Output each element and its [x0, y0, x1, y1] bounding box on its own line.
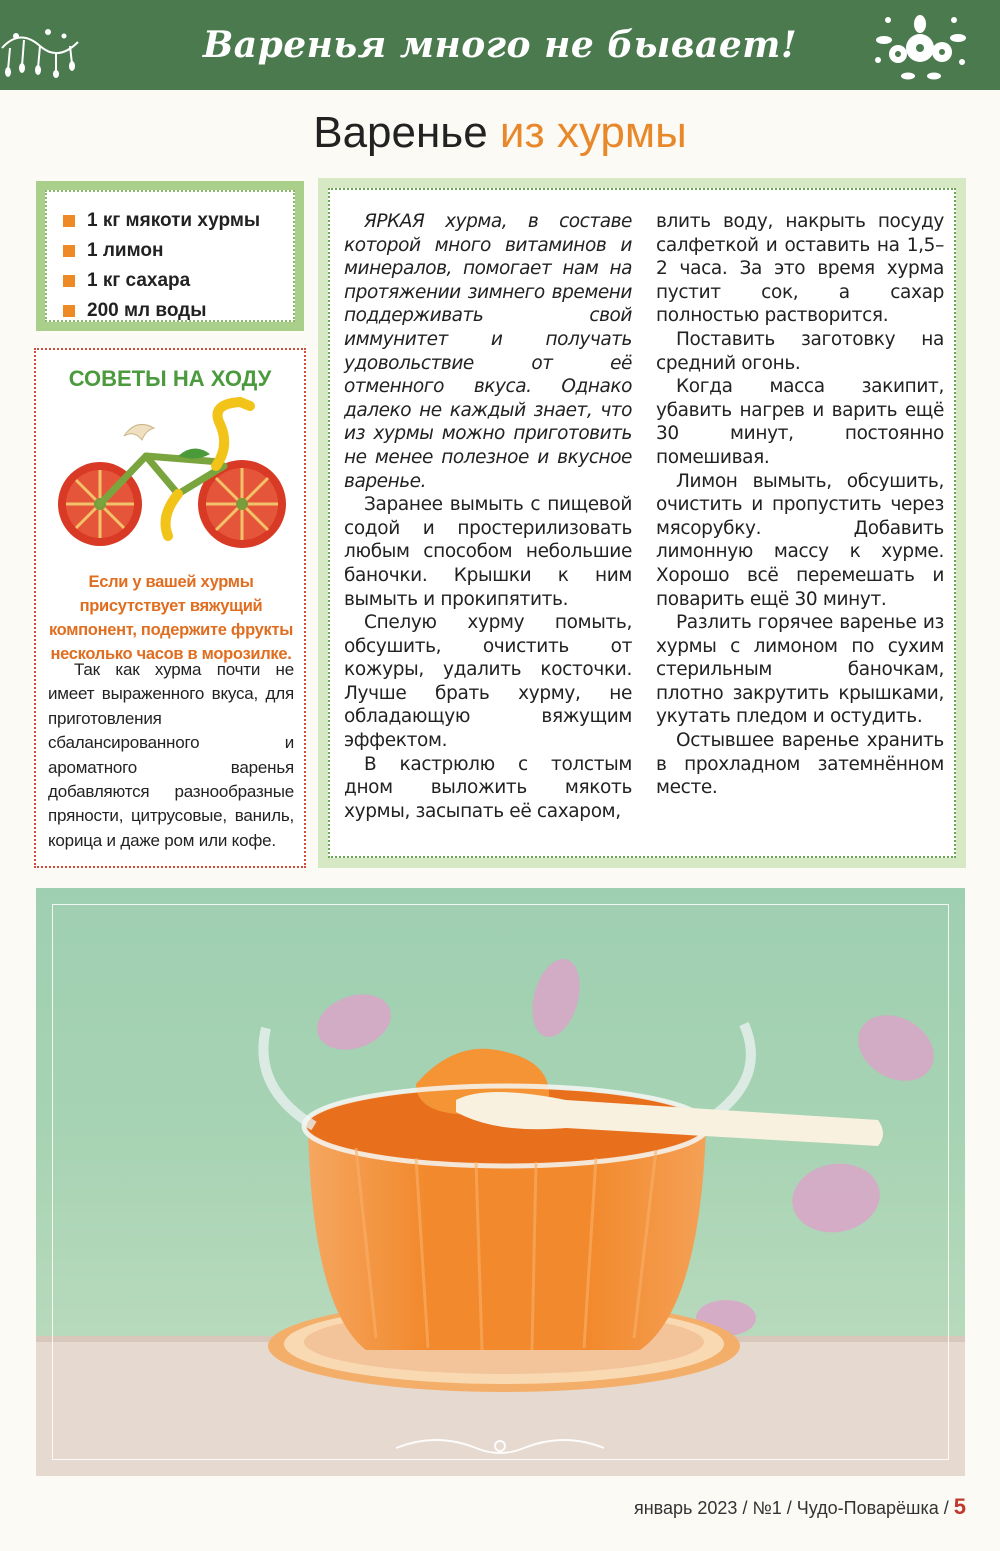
square-bullet-icon — [63, 245, 75, 257]
article-paragraph-continued: влить воду, накрыть посуду салфеткой и оставить на 1,5–2 часа. За это время хурма пустит сок, а сахар полностью растворится. — [656, 211, 944, 327]
recipe-title — [0, 108, 1000, 158]
ingredient-item: 1 лимон — [63, 236, 283, 266]
article-paragraph: Лимон вымыть, обсушить, очистить и пропустить через мясорубку. Добавить лимонную массу к хурме. Хорошо всё перемешать и поварить ещё 30 минут. — [656, 470, 944, 610]
issue-info: январь 2023 / №1 / Чудо-Поварёшка / — [633, 1498, 954, 1518]
ingredients-list — [45, 190, 295, 322]
ingredient-item: 1 кг мякоти хурмы — [63, 206, 283, 236]
article-column-left — [344, 210, 632, 823]
article-body — [328, 188, 956, 858]
tips-body: Так как хурма почти не имеет выраженного вкуса, для приготовления сбалансированного и ароматного варенья добавляются разнообразные пряности, цитрусовые, ваниль, корица и даже ром или кофе. — [48, 660, 294, 850]
article-paragraph: Разлить горячее варенье из хурмы с лимоном по сухим стерильным баночкам, плотно закрутить крышками, укутать пледом и остудить. — [656, 612, 944, 728]
header-band — [0, 0, 1000, 90]
section-title: Варенья много не бывает! — [202, 24, 798, 66]
tips-box — [34, 348, 306, 868]
recipe-title-main: Варенье — [313, 108, 500, 157]
article-paragraph: В кастрюлю с толстым дном выложить мякоть хурмы, засыпать её сахаром, — [344, 753, 632, 822]
tips-title: СОВЕТЫ НА ХОДУ — [68, 366, 272, 391]
article-paragraph: Спелую хурму помыть, обсушить, очистить от кожуры, удалить косточки. Лучше брать хурму, не обладающую вяжущим эффектом. — [344, 612, 632, 752]
page-number: 5 — [953, 1494, 966, 1519]
photo-frame — [52, 904, 949, 1460]
vegetable-bicycle-image — [50, 396, 290, 566]
square-bullet-icon — [63, 215, 75, 227]
ingredient-item: 200 мл воды — [63, 296, 283, 326]
tips-highlight: Если у вашей хурмы присутствует вяжущий компонент, подержите фрукты несколько часов в морозилке. — [48, 573, 294, 663]
article-paragraph: Заранее вымыть с пищевой содой и простерилизовать любым способом небольшие баночки. Крышки к ним вымыть и прокипятить. — [344, 494, 632, 610]
ingredients-box — [36, 181, 304, 331]
article-column-right — [656, 210, 944, 800]
article-paragraph: Когда масса закипит, убавить нагрев и варить ещё 30 минут, постоянно помешивая. — [656, 376, 944, 468]
page-footer — [634, 1494, 966, 1520]
article-paragraph: Поставить заготовку на средний огонь. — [656, 328, 944, 374]
jam-photo — [36, 888, 965, 1476]
square-bullet-icon — [63, 275, 75, 287]
fruit-ornament-icon — [870, 10, 970, 82]
recipe-title-accent: из хурмы — [499, 108, 687, 157]
square-bullet-icon — [63, 305, 75, 317]
ingredient-item: 1 кг сахара — [63, 266, 283, 296]
article-panel — [318, 178, 966, 868]
article-paragraph: Остывшее варенье хранить в прохладном затемнённом месте. — [656, 730, 944, 799]
article-intro: ЯРКАЯ хурма, в составе которой много витаминов и минералов, помогает нам на протяжении зимнего времени поддерживать свой иммунитет и получать удовольствие от её отменного вкуса. Однако далеко не каждый знает, что из хурмы можно приготовить не менее полезное и вкусное варенье. — [344, 211, 632, 492]
